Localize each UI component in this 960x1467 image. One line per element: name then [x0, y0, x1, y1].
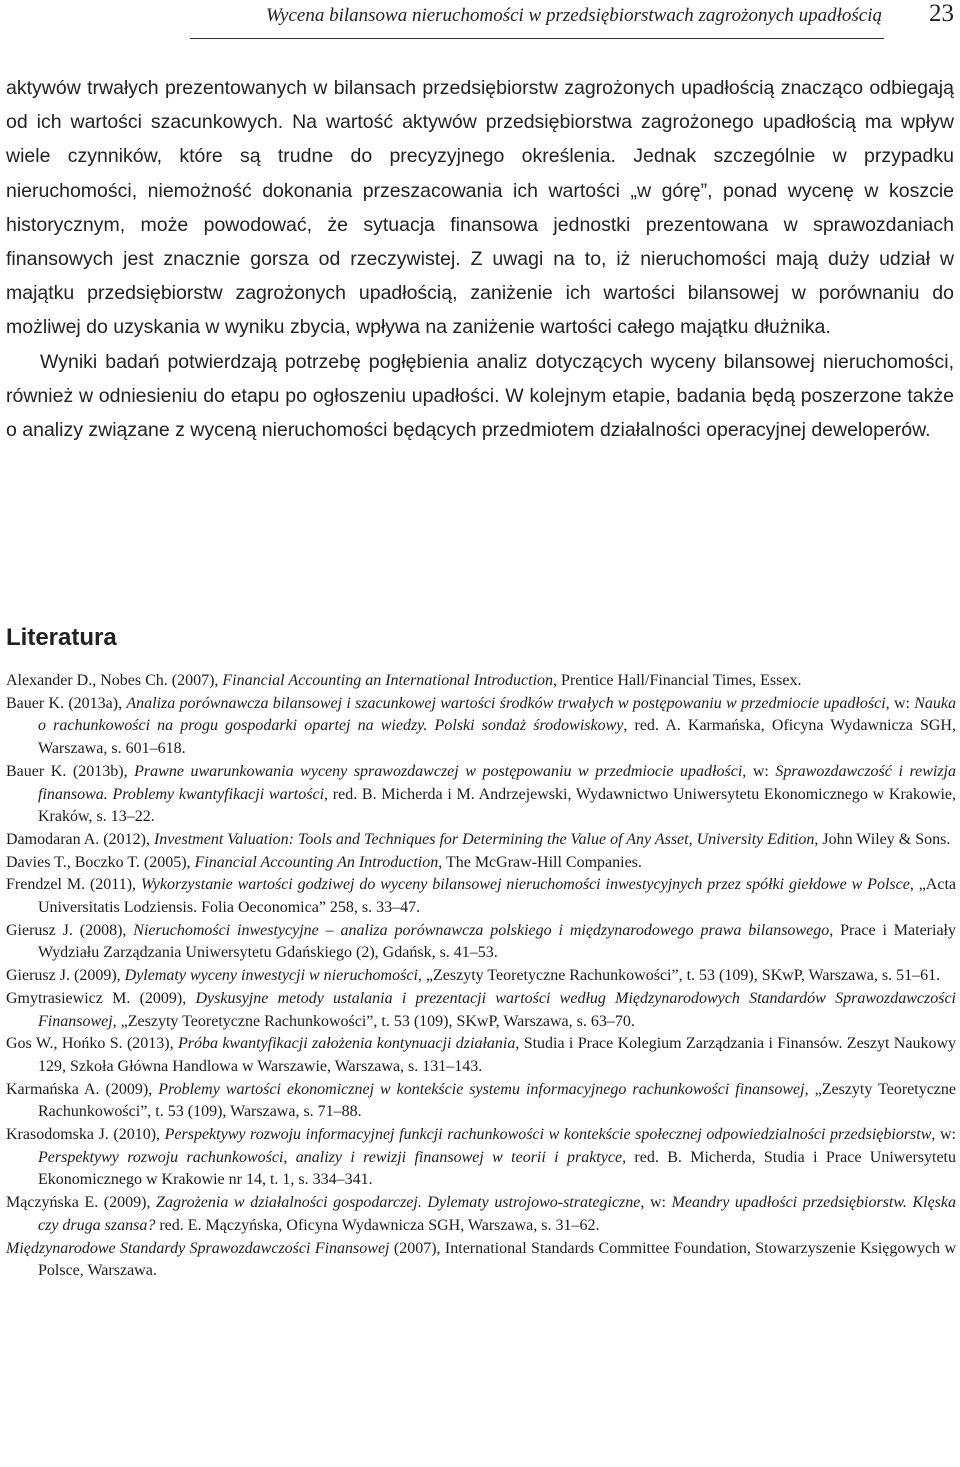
reference-text: , red. B. Micherda, Studia i Prace Uniwersytetu Ekonomicznego w Krakowie nr 14, t. 1, s. 334–341.	[38, 1148, 957, 1189]
reference-text: Bauer K. (2013a),	[6, 694, 127, 712]
reference-item	[6, 920, 956, 965]
reference-text: Damodaran A. (2012),	[6, 830, 154, 848]
reference-title: Prawne uwarunkowania wyceny sprawozdawczej w postępowaniu w przedmiocie upadłości	[134, 762, 743, 780]
page-header	[0, 0, 960, 42]
reference-text: , w:	[931, 1126, 956, 1144]
page-number: 23	[929, 0, 954, 27]
body-paragraph-2: Wyniki badań potwierdzają potrzebę pogłębienia analiz dotyczących wyceny bilansowej nieruchomości, również w odniesieniu do etapu po ogłoszeniu upadłości. W kolejnym etapie, badania będą poszerzone także o analizy związane z wyceną nieruchomości będących przedmiotem działalności operacyjnej deweloperów.	[6, 350, 954, 442]
reference-text: Krasodomska J. (2010),	[6, 1126, 165, 1144]
reference-text: Mączyńska E. (2009),	[6, 1194, 157, 1212]
bibliography-list	[6, 670, 956, 1283]
reference-text: , Studia i Prace Kolegium Zarządzania i Finansów. Zeszyt Naukowy 129, Szkoła Główna Handlowa w Warszawie, Warszawa, s. 131–143.	[38, 1035, 957, 1075]
reference-text: , w:	[885, 694, 915, 712]
reference-title: Problemy wartości ekonomicznej w kontekście systemu informacyjnego rachunkowości finansowej	[158, 1080, 805, 1098]
reference-text: , „Zeszyty Teoretyczne Rachunkowości”, t. 53 (109), SKwP, Warszawa, s. 51–61.	[417, 967, 941, 985]
reference-title: Financial Accounting An Introduction	[194, 853, 439, 871]
reference-text: Bauer K. (2013b),	[6, 762, 135, 780]
reference-text: Frendzel M. (2011),	[6, 876, 141, 894]
reference-title: Meandry upadłości przedsiębiorstw. Klęska czy druga szansa?	[38, 1194, 956, 1234]
reference-item	[6, 1238, 956, 1283]
reference-text: , „Zeszyty Teoretyczne Rachunkowości”, t. 53 (109), Warszawa, s. 71–88.	[38, 1080, 957, 1121]
reference-item	[6, 670, 956, 693]
reference-text: , w:	[742, 762, 776, 780]
reference-title: Investment Valuation: Tools and Techniques for Determining the Value of Any Asset, University Edition	[153, 830, 815, 848]
section-title-literatura: Literatura	[6, 624, 117, 651]
reference-text: , red. A. Karmańska, Oficyna Wydawnicza SGH, Warszawa, s. 601–618.	[38, 717, 956, 758]
reference-item	[6, 1079, 956, 1124]
reference-title: Próba kwantyfikacji założenia kontynuacji działania	[177, 1035, 516, 1053]
reference-text: (2007), International Standards Committee Foundation, Stowarzyszenie Księgowych w Polsce, Warszawa.	[38, 1239, 956, 1280]
reference-text: , w:	[640, 1194, 672, 1212]
reference-text: Davies T., Boczko T. (2005),	[6, 853, 195, 871]
reference-text: Karmańska A. (2009),	[6, 1080, 159, 1098]
reference-text: Gierusz J. (2008),	[6, 921, 134, 939]
reference-text: , Prentice Hall/Financial Times, Essex.	[553, 672, 802, 689]
reference-item	[6, 693, 956, 761]
reference-title: Nauka o rachunkowości na progu gospodarki opartej na wiedzy. Polski sondaż środowiskowy	[38, 694, 957, 735]
reference-item	[6, 988, 956, 1033]
reference-text: , Prace i Materiały Wydziału Zarządzania Uniwersytetu Gdańskiego (2), Gdańsk, s. 41–53.	[38, 921, 957, 962]
reference-title: Dyskusyjne metody ustalania i prezentacji wartości według Międzynarodowych Standardów Sprawozdawczości Finansowej	[38, 989, 956, 1030]
reference-title: Nieruchomości inwestycyjne – analiza porównawcza polskiego i międzynarodowego prawa bilansowego	[133, 921, 830, 939]
reference-text: Gierusz J. (2009),	[6, 967, 125, 985]
body-paragraph-1: aktywów trwałych prezentowanych w bilansach przedsiębiorstw zagrożonych upadłością znacząco odbiegają od ich wartości szacunkowych. Na wartość aktywów przedsiębiorstwa zagrożonego upadłością ma wpływ wiele czynników, które są trudne do precyzyjnego określenia. Jednak szczególnie w przypadku nieruchomości, niemożność dokonania przeszacowania ich wartości „w górę”, ponad wycenę w koszcie historycznym, może powodować, że sytuacja finansowa jednostki prezentowana w sprawozdaniach finansowych jest znacznie gorsza od rzeczywistej. Z uwagi na to, iż nieruchomości mają duży udział w majątku przedsiębiorstw zagrożonych upadłością, zaniżenie ich wartości bilansowej w porównaniu do możliwej do uzyskania w wyniku zbycia, wpływa na zaniżenie wartości całego majątku dłużnika.	[6, 77, 954, 339]
body-text	[6, 71, 954, 447]
reference-item	[6, 1124, 956, 1192]
reference-text: , The McGraw-Hill Companies.	[438, 853, 642, 871]
reference-title: Perspektywy rozwoju informacyjnej funkcji rachunkowości w kontekście społecznej odpowiedzialności przedsiębiorstw	[164, 1126, 932, 1144]
reference-text: , „Zeszyty Teoretyczne Rachunkowości”, t. 53 (109), SKwP, Warszawa, s. 63–70.	[112, 1012, 635, 1030]
reference-text: , „Acta Universitatis Lodziensis. Folia Oeconomica” 258, s. 33–47.	[38, 876, 957, 917]
reference-text: , red. B. Micherda i M. Andrzejewski, Wydawnictwo Uniwersytetu Ekonomicznego w Krakowie, Kraków, s. 13–22.	[38, 785, 957, 826]
reference-text: red. E. Mączyńska, Oficyna Wydawnicza SGH, Warszawa, s. 31–62.	[155, 1216, 600, 1234]
running-title: Wycena bilansowa nieruchomości w przedsiębiorstwach zagrożonych upadłością	[265, 5, 882, 26]
reference-item	[6, 829, 956, 852]
reference-title: Międzynarodowe Standardy Sprawozdawczości Finansowej	[6, 1239, 390, 1257]
reference-text: Alexander D., Nobes Ch. (2007),	[6, 672, 223, 689]
reference-item	[6, 761, 956, 829]
reference-title: Dylematy wyceny inwestycji w nieruchomości	[124, 967, 418, 985]
reference-item	[6, 965, 956, 988]
reference-text: Gos W., Hońko S. (2013),	[6, 1035, 178, 1053]
reference-title: Wykorzystanie wartości godziwej do wyceny bilansowej nieruchomości inwestycyjnych przez spółki giełdowe w Polsce	[140, 876, 910, 894]
reference-title: Financial Accounting an International Introduction	[222, 672, 554, 689]
reference-item	[6, 1192, 956, 1237]
reference-text: , John Wiley & Sons.	[814, 830, 951, 848]
reference-title: Zagrożenia w działalności gospodarczej. Dylematy ustrojowo-strategiczne	[156, 1194, 641, 1212]
reference-item	[6, 1033, 956, 1078]
reference-item	[6, 874, 956, 919]
header-rule	[190, 38, 884, 39]
reference-title: Analiza porównawcza bilansowej i szacunkowej wartości środków trwałych w postępowaniu w przedmiocie upadłości	[126, 694, 886, 712]
reference-item	[6, 852, 956, 875]
reference-title: Perspektywy rozwoju rachunkowości, analizy i rewizji finansowej w teorii i praktyce	[38, 1148, 623, 1166]
reference-text: Gmytrasiewicz M. (2009),	[6, 989, 196, 1007]
reference-title: Sprawozdawczość i rewizja finansowa. Problemy kwantyfikacji wartości	[38, 762, 956, 803]
